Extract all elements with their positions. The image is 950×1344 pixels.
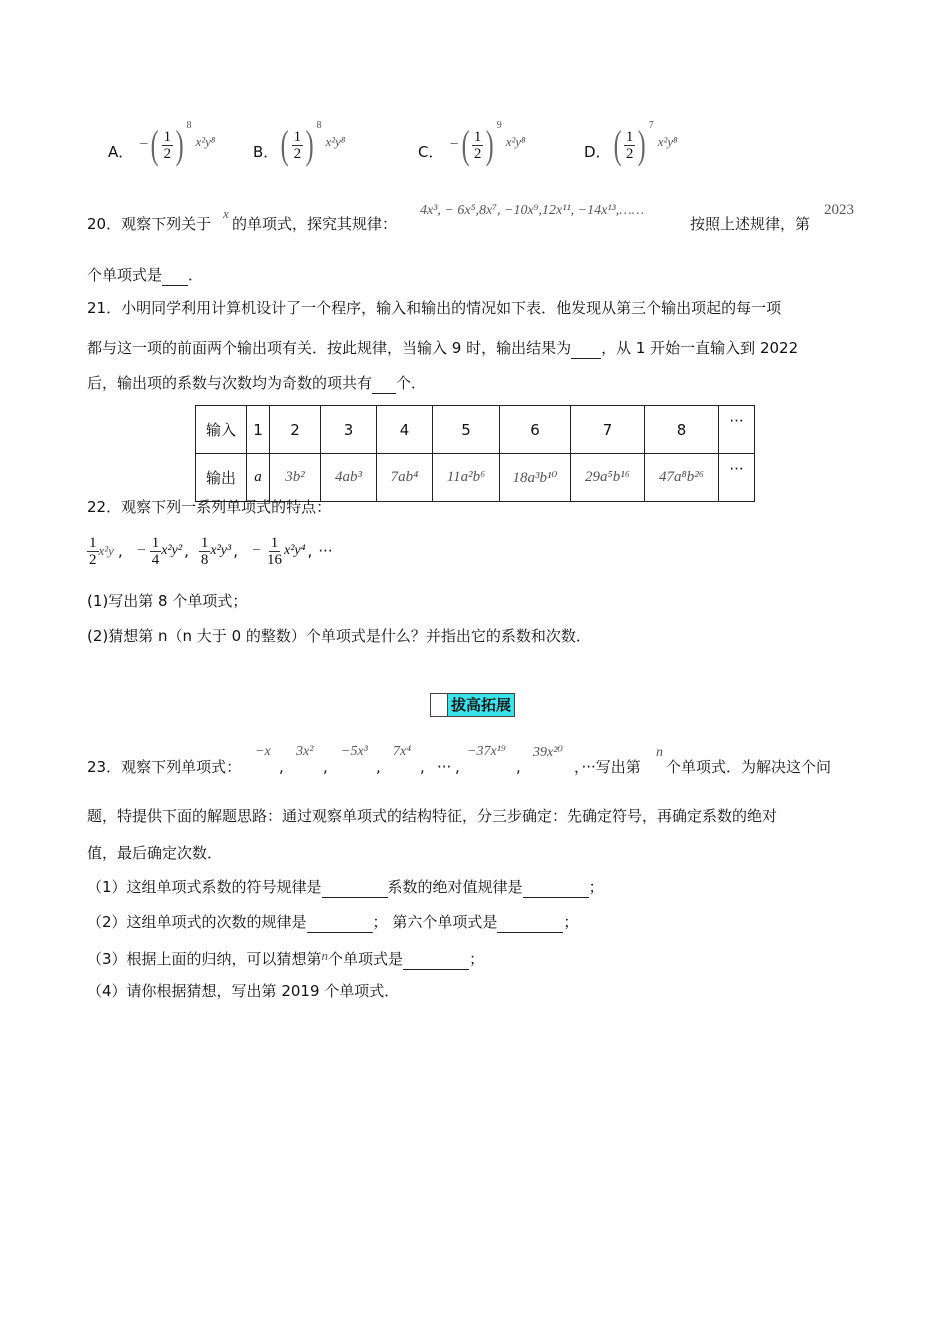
q23-line2: 题，特提供下面的解题思路：通过观察单项式的结构特征，分三步确定：先确定符号，再确定系数的绝对 (87, 807, 778, 825)
q20-sequence: 4x³, − 6x⁵,8x⁷, −10x⁹,12x¹¹, −14x¹³,…… (420, 203, 645, 218)
q21-line2: 都与这一项的前面两个输出项有关．按此规律，当输入 9 时，输出结果为 ，从 1 开始一直输入到 2022 (87, 339, 799, 357)
q21-line3: 后，输出项的系数与次数均为奇数的项共有 个． (87, 374, 427, 392)
answer-blank[interactable] (322, 877, 388, 898)
q22-part1: (1)写出第 8 个单项式； (87, 592, 248, 610)
q23-mid: ，···写出第 (574, 758, 641, 776)
option-d: D ． ( $\frac{1}{2}$ ) 7 x²y⁸ (584, 120, 678, 167)
q23-term-4: 7x⁴ (393, 744, 412, 759)
fraction: $\frac{1}{2}$ (293, 128, 302, 162)
option-b: B ． ( $\frac{1}{2}$ ) 8 x²y⁸ (253, 120, 346, 167)
q22-terms: $\frac{1}{2}$ x²y , − $\frac{1}{4}$ x²y² , $\frac{1}{8}$ x²y³ , − $\frac{1}{16}$ x²y⁴ , ··· (89, 534, 333, 568)
section-title: 拔高拓展 (448, 694, 514, 716)
q23-term-6: −37x¹⁹ (467, 744, 506, 759)
q20-line2: 个单项式是 ． (87, 266, 204, 284)
q23-part2: （2）这组单项式的次数的规律是 ； 第六个单项式是 ； (87, 913, 579, 931)
answer-blank[interactable] (523, 877, 589, 898)
q20-middle: 的单项式，探究其规律： (232, 215, 398, 233)
q20-suffix: 按照上述规律，第 (690, 215, 811, 233)
answer-blank[interactable] (162, 265, 188, 286)
q23-term-5: ··· (437, 758, 452, 776)
q19-options (108, 120, 728, 170)
q20-number: 2023 (824, 202, 854, 218)
option-a: A ． − ( $\frac{1}{2}$ ) 8 x²y⁸ (108, 120, 216, 167)
section-banner (430, 693, 515, 717)
table-row: 输出 a 3b² 4ab³ 7ab⁴ 11a²b⁶ 18a³b¹⁰ 29a⁵b¹⁶ 47a⁸b²⁶ ··· (196, 454, 755, 502)
fraction: $\frac{1}{2}$ (625, 128, 634, 162)
q23-part1: （1）这组单项式系数的符号规律是 系数的绝对值规律是 ； (87, 878, 604, 896)
q23-suffix: 个单项式．为解决这个问 (666, 758, 832, 776)
q23-part4: （4）请你根据猜想，写出第 2019 个单项式． (87, 982, 400, 1000)
q20-line1: 20．观察下列关于 (87, 215, 212, 233)
q20-var: x (223, 206, 229, 221)
option-c: C ． − ( $\frac{1}{2}$ ) 9 x²y⁸ (418, 120, 526, 167)
answer-blank[interactable] (403, 949, 469, 970)
q23-term-2: 3x² (296, 744, 314, 759)
q23-prefix: 23．观察下列单项式： (87, 758, 242, 776)
q21-line1: 21．小明同学利用计算机设计了一个程序，输入和输出的情况如下表．他发现从第三个输出项起的每一项 (87, 299, 782, 317)
fraction: $\frac{1}{16}$ (267, 534, 282, 568)
answer-blank[interactable] (497, 912, 563, 933)
fraction: $\frac{1}{8}$ (200, 534, 209, 568)
fraction: $\frac{1}{2}$ (163, 128, 172, 162)
banner-box (431, 694, 448, 716)
q23-part3: （3）根据上面的归纳，可以猜想第n个单项式是 ； (87, 948, 485, 968)
q23-term-3: −5x³ (341, 744, 368, 759)
fraction: $\frac{1}{2}$ (473, 128, 482, 162)
io-table (195, 405, 755, 502)
q23-term-1: −x (255, 744, 271, 759)
q23-n: n (656, 745, 663, 760)
answer-blank[interactable] (571, 338, 601, 359)
table-row: 输入 1 2 3 4 5 6 7 8 ··· (196, 406, 755, 454)
q22-part2: (2)猜想第 n（n 大于 0 的整数）个单项式是什么？并指出它的系数和次数． (87, 627, 591, 645)
q22-title: 22．观察下列一系列单项式的特点： (87, 498, 332, 516)
fraction: $\frac{1}{4}$ (151, 534, 160, 568)
q23-term-7: 39x²⁰ (533, 745, 564, 760)
fraction: $\frac{1}{2}$ (89, 534, 97, 568)
answer-blank[interactable] (372, 373, 396, 394)
q23-line3: 值，最后确定次数． (87, 844, 223, 862)
answer-blank[interactable] (307, 912, 373, 933)
